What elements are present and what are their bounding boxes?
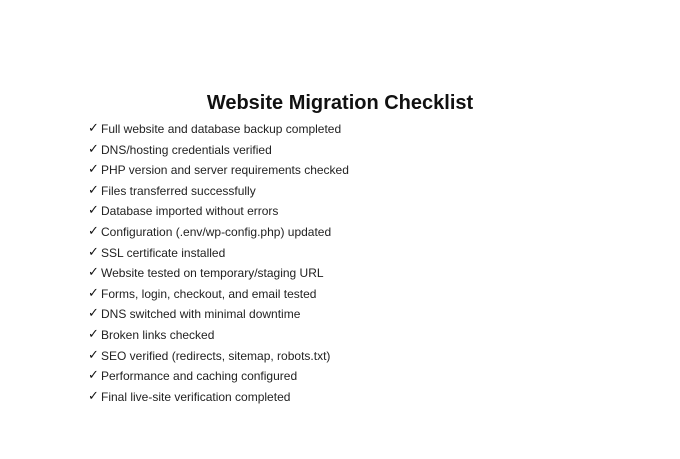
checklist-item xyxy=(88,284,349,305)
checklist-item xyxy=(88,181,349,202)
checklist-item xyxy=(88,346,349,367)
checklist xyxy=(88,119,349,407)
checklist-item-label: Broken links checked xyxy=(101,327,215,342)
checklist-item-label: Database imported without errors xyxy=(101,204,279,219)
checkmark-icon: ✓ xyxy=(88,121,99,136)
checklist-item xyxy=(88,201,349,222)
checklist-item-label: Forms, login, checkout, and email tested xyxy=(101,286,317,301)
checklist-item-label: PHP version and server requirements checked xyxy=(101,163,349,178)
checkmark-icon: ✓ xyxy=(88,244,99,260)
checklist-item-label: Configuration (.env/wp-config.php) updated xyxy=(101,224,332,239)
checklist-item-label: Final live-site verification completed xyxy=(101,389,291,404)
checkmark-icon: ✓ xyxy=(88,162,99,178)
checklist-item xyxy=(88,263,349,284)
page-title: Website Migration Checklist xyxy=(206,92,474,114)
checkmark-icon: ✓ xyxy=(88,223,99,239)
checkmark-icon: ✓ xyxy=(88,182,99,198)
checklist-item-label: DNS switched with minimal downtime xyxy=(101,307,301,322)
checklist-item xyxy=(88,160,349,181)
checkmark-icon: ✓ xyxy=(88,306,99,322)
checkmark-icon: ✓ xyxy=(88,326,99,342)
checklist-item-label: SSL certificate installed xyxy=(101,245,226,260)
checklist-item-label: SEO verified (redirects, sitemap, robots.txt) xyxy=(101,348,331,363)
checklist-item xyxy=(88,119,349,140)
checklist-item-label: Full website and database backup completed xyxy=(101,122,342,136)
checklist-item-label: DNS/hosting credentials verified xyxy=(101,142,272,157)
checklist-item xyxy=(88,140,349,161)
checkmark-icon: ✓ xyxy=(88,388,99,404)
checkmark-icon: ✓ xyxy=(88,203,99,219)
checklist-item-label: Performance and caching configured xyxy=(101,369,298,384)
checklist-item xyxy=(88,325,349,346)
checkmark-icon: ✓ xyxy=(88,141,99,157)
checklist-item xyxy=(88,387,349,408)
checklist-item xyxy=(88,222,349,243)
checklist-item-label: Files transferred successfully xyxy=(101,183,256,198)
checklist-item xyxy=(88,366,349,387)
checklist-item xyxy=(88,304,349,325)
checkmark-icon: ✓ xyxy=(88,368,99,384)
checkmark-icon: ✓ xyxy=(88,265,99,281)
checkmark-icon: ✓ xyxy=(88,347,99,363)
checklist-item xyxy=(88,243,349,264)
checklist-item-label: Website tested on temporary/staging URL xyxy=(101,266,324,281)
checkmark-icon: ✓ xyxy=(88,285,99,301)
